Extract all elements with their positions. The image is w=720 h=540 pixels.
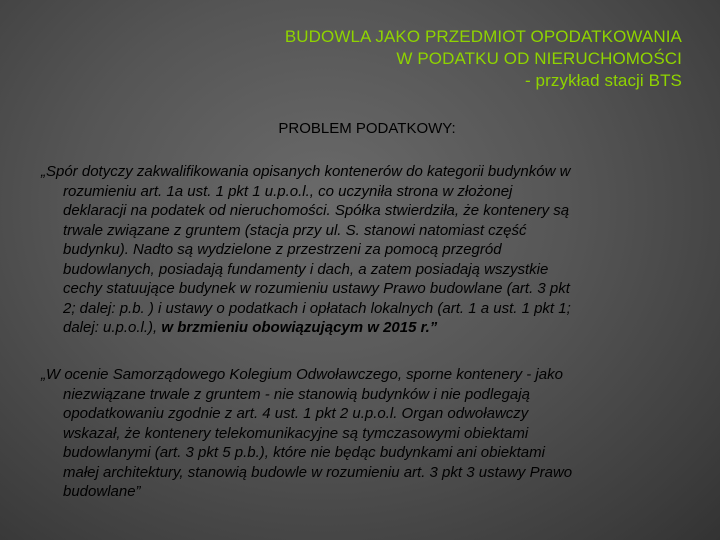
quote-2-line: budowlane” [63,483,141,500]
quote-2-line: wskazał, że kontenery telekomunikacyjne są tymczasowymi obiektami [63,424,529,442]
quote-1-line: „Spór dotyczy zakwalifikowania opisanych kontenerów do kategorii budynków w [41,163,571,180]
quote-1-line: 2; dalej: p.b. ) i ustawy o podatkach i opłatach lokalnych (art. 1 a ust. 1 pkt 1; [63,299,571,317]
quote-1-last-line [41,318,679,338]
quote-2-line: małej architektury, stanowią budowle w rozumieniu art. 3 pkt 3 ustawy Prawo [63,463,573,481]
quote-2-line: niezwiązane trwale z gruntem - nie stanowią budynków i nie podlegają [63,385,530,403]
slide-title [82,26,682,92]
quote-paragraph-1 [41,162,679,338]
title-line-2: W PODATKU OD NIERUCHOMOŚCI [396,49,682,68]
quote-2-line: budowlanymi (art. 3 pkt 5 p.b.), które nie będąc budynkami ani obiektami [63,444,545,461]
quote-1-line: budowlanych, posiadają fundamenty i dach, a zatem posiadają wszystkie [63,260,549,278]
title-line-1: BUDOWLA JAKO PRZEDMIOT OPODATKOWANIA [284,27,682,46]
quote-paragraph-2 [41,365,679,502]
quote-1-line: budynku). Nadto są wydzielone z przestrzeni za pomocą przegród [63,241,502,258]
quote-1-line: cechy statuujące budynek w rozumieniu ustawy Prawo budowlane (art. 3 pkt [63,280,570,297]
title-line-3: - przykład stacji BTS [524,71,682,90]
quote-2-line: opodatkowaniu zgodnie z art. 4 ust. 1 pkt 2 u.p.o.l. Organ odwoławczy [63,405,529,422]
quote-1-line: rozumieniu art. 1a ust. 1 pkt 1 u.p.o.l., co uczyniła strona w złożonej [63,182,513,200]
quote-2-line: „W ocenie Samorządowego Kolegium Odwoławczego, sporne kontenery - jako [41,366,563,383]
quote-1-line: trwale związane z gruntem (stacja przy ul. S. stanowi natomiast część [63,221,527,239]
quote-1-last-plain: dalej: u.p.o.l.), [63,319,162,336]
section-heading: PROBLEM PODATKOWY: [278,120,456,137]
quote-1-last-bold: w brzmieniu obowiązującym w 2015 r.” [161,319,438,336]
quote-1-line: deklaracji na podatek od nieruchomości. Spółka stwierdziła, że kontenery są [63,202,570,219]
